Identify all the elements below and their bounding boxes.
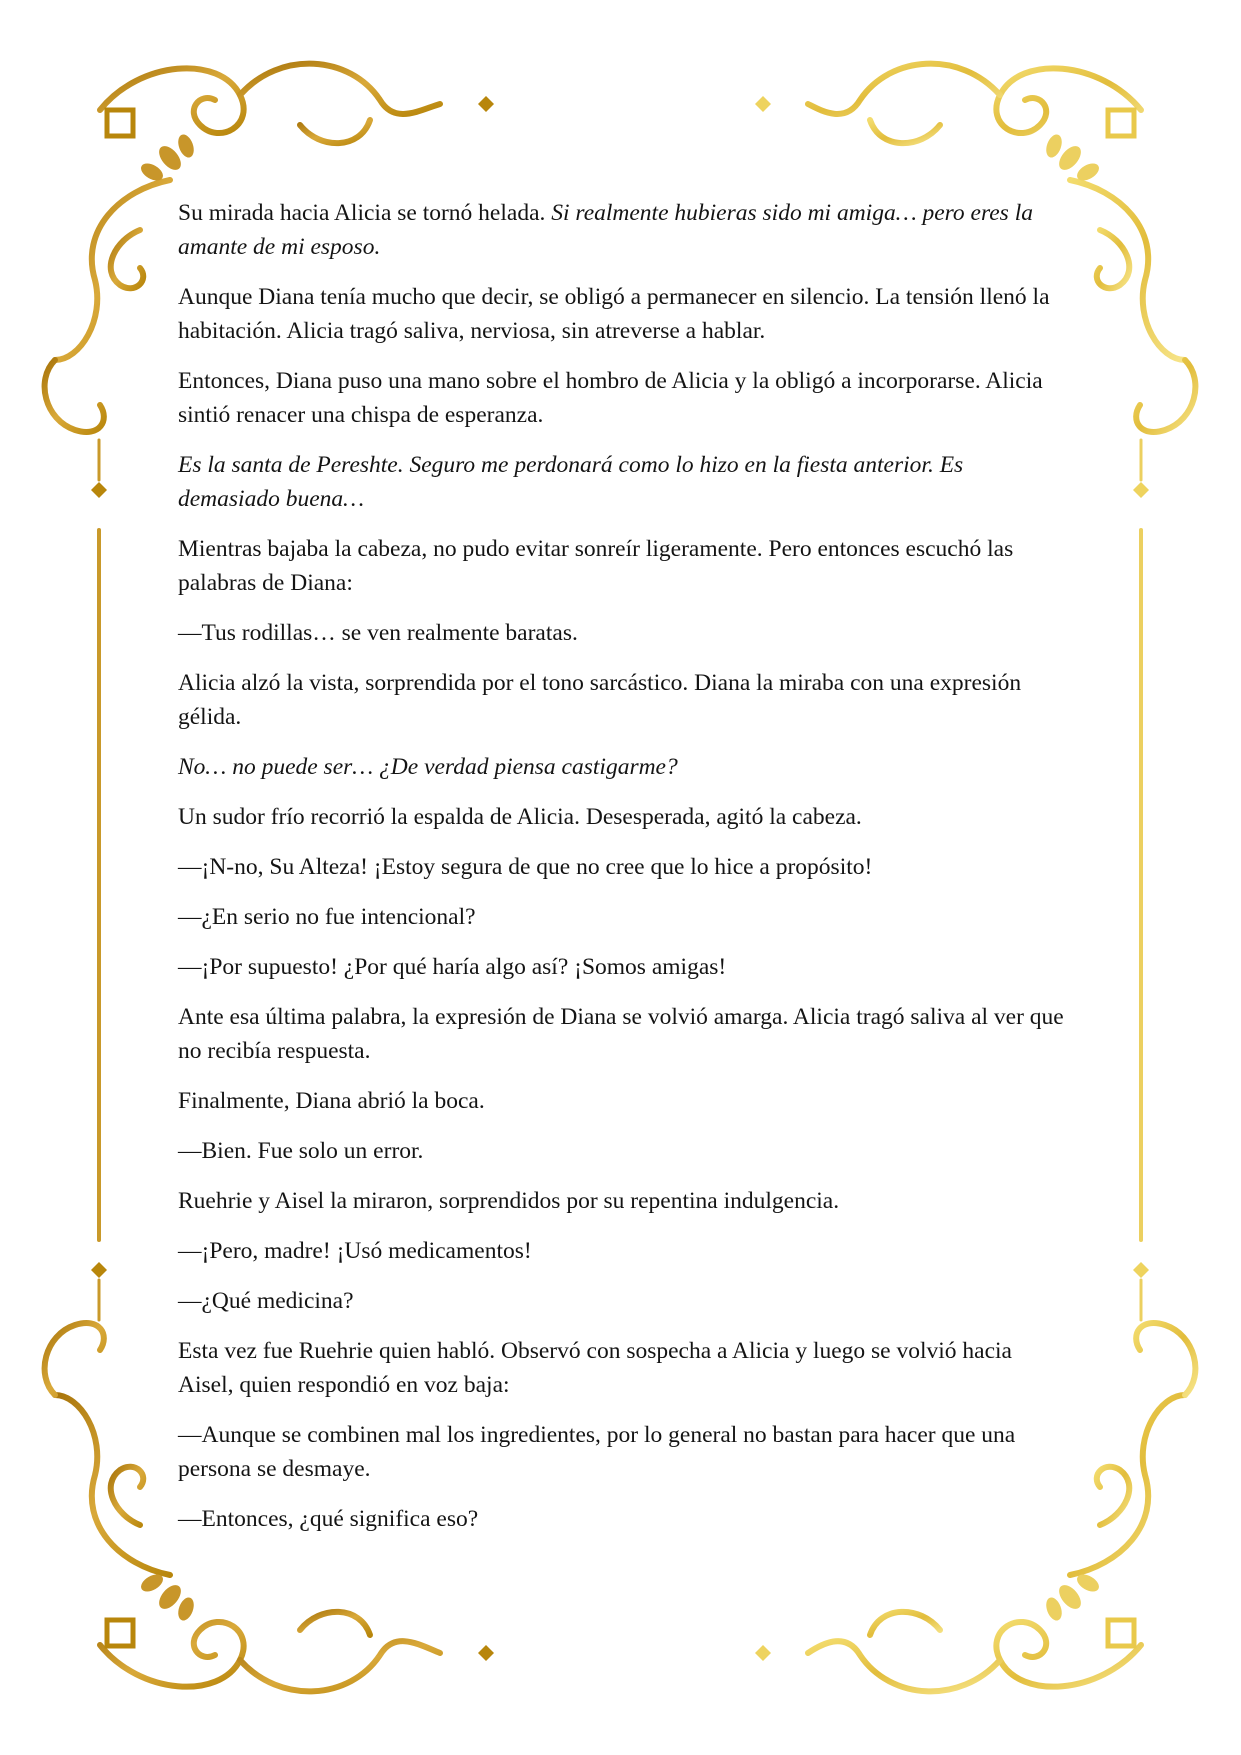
inner-thought-paragraph: Es la santa de Pereshte. Seguro me perdonará como lo hizo en la fiesta anterior. Es demasiado buena…	[178, 452, 964, 512]
inner-thought-paragraph: No… no puede ser… ¿De verdad piensa castigarme?	[178, 754, 678, 780]
paragraph: Alicia alzó la vista, sorprendida por el tono sarcástico. Diana la miraba con una expresión gélida.	[178, 670, 1022, 730]
corner-square-bottom-right	[1108, 1620, 1134, 1646]
dialogue-line: —¿Qué medicina?	[178, 1288, 354, 1314]
paragraph: Ante esa última palabra, la expresión de Diana se volvió amarga. Alicia tragó saliva al ver que no recibía respuesta.	[178, 1004, 1064, 1064]
dialogue-line: —Bien. Fue solo un error.	[178, 1138, 424, 1164]
dialogue-line: —¡N-no, Su Alteza! ¡Estoy segura de que no cree que lo hice a propósito!	[178, 854, 873, 880]
inner-thought: Si realmente hubieras sido mi amiga… pero eres la amante de mi esposo.	[178, 200, 1033, 260]
paragraph: Aunque Diana tenía mucho que decir, se obligó a permanecer en silencio. La tensión llenó la habitación. Alicia tragó saliva, nerviosa, sin atreverse a hablar.	[178, 284, 1050, 344]
paragraph: Ruehrie y Aisel la miraron, sorprendidos por su repentina indulgencia.	[178, 1188, 840, 1214]
dialogue-line: —¿En serio no fue intencional?	[178, 904, 476, 930]
dialogue-line: —Tus rodillas… se ven realmente baratas.	[178, 620, 578, 646]
paragraph	[178, 196, 1068, 264]
story-text	[178, 196, 1068, 1552]
paragraph: Mientras bajaba la cabeza, no pudo evitar sonreír ligeramente. Pero entonces escuchó las palabras de Diana:	[178, 536, 1014, 596]
corner-leaf-bottom-left	[138, 1571, 197, 1623]
dialogue-line: —Aunque se combinen mal los ingredientes, por lo general no bastan para hacer que una persona se desmaye.	[178, 1422, 1016, 1482]
dialogue-line: —Entonces, ¿qué significa eso?	[178, 1506, 479, 1532]
paragraph: Esta vez fue Ruehrie quien habló. Observó con sospecha a Alicia y luego se volvió hacia Aisel, quien respondió en voz baja:	[178, 1338, 1012, 1398]
dialogue-line: —¡Pero, madre! ¡Usó medicamentos!	[178, 1238, 532, 1264]
corner-square-top-right	[1108, 110, 1134, 136]
paragraph: Entonces, Diana puso una mano sobre el hombro de Alicia y la obligó a incorporarse. Alicia sintió renacer una chispa de esperanza.	[178, 368, 1043, 428]
paragraph: Un sudor frío recorrió la espalda de Alicia. Desesperada, agitó la cabeza.	[178, 804, 862, 830]
paragraph: Finalmente, Diana abrió la boca.	[178, 1088, 485, 1114]
corner-leaf-bottom-right	[1043, 1571, 1102, 1623]
paragraph-text: Su mirada hacia Alicia se tornó helada.	[178, 200, 552, 226]
corner-leaf-top-left	[138, 132, 197, 184]
corner-square-top-left	[107, 110, 133, 136]
dialogue-line: —¡Por supuesto! ¿Por qué haría algo así? ¡Somos amigas!	[178, 954, 727, 980]
corner-square-bottom-left	[107, 1620, 133, 1646]
corner-leaf-top-right	[1043, 132, 1102, 184]
